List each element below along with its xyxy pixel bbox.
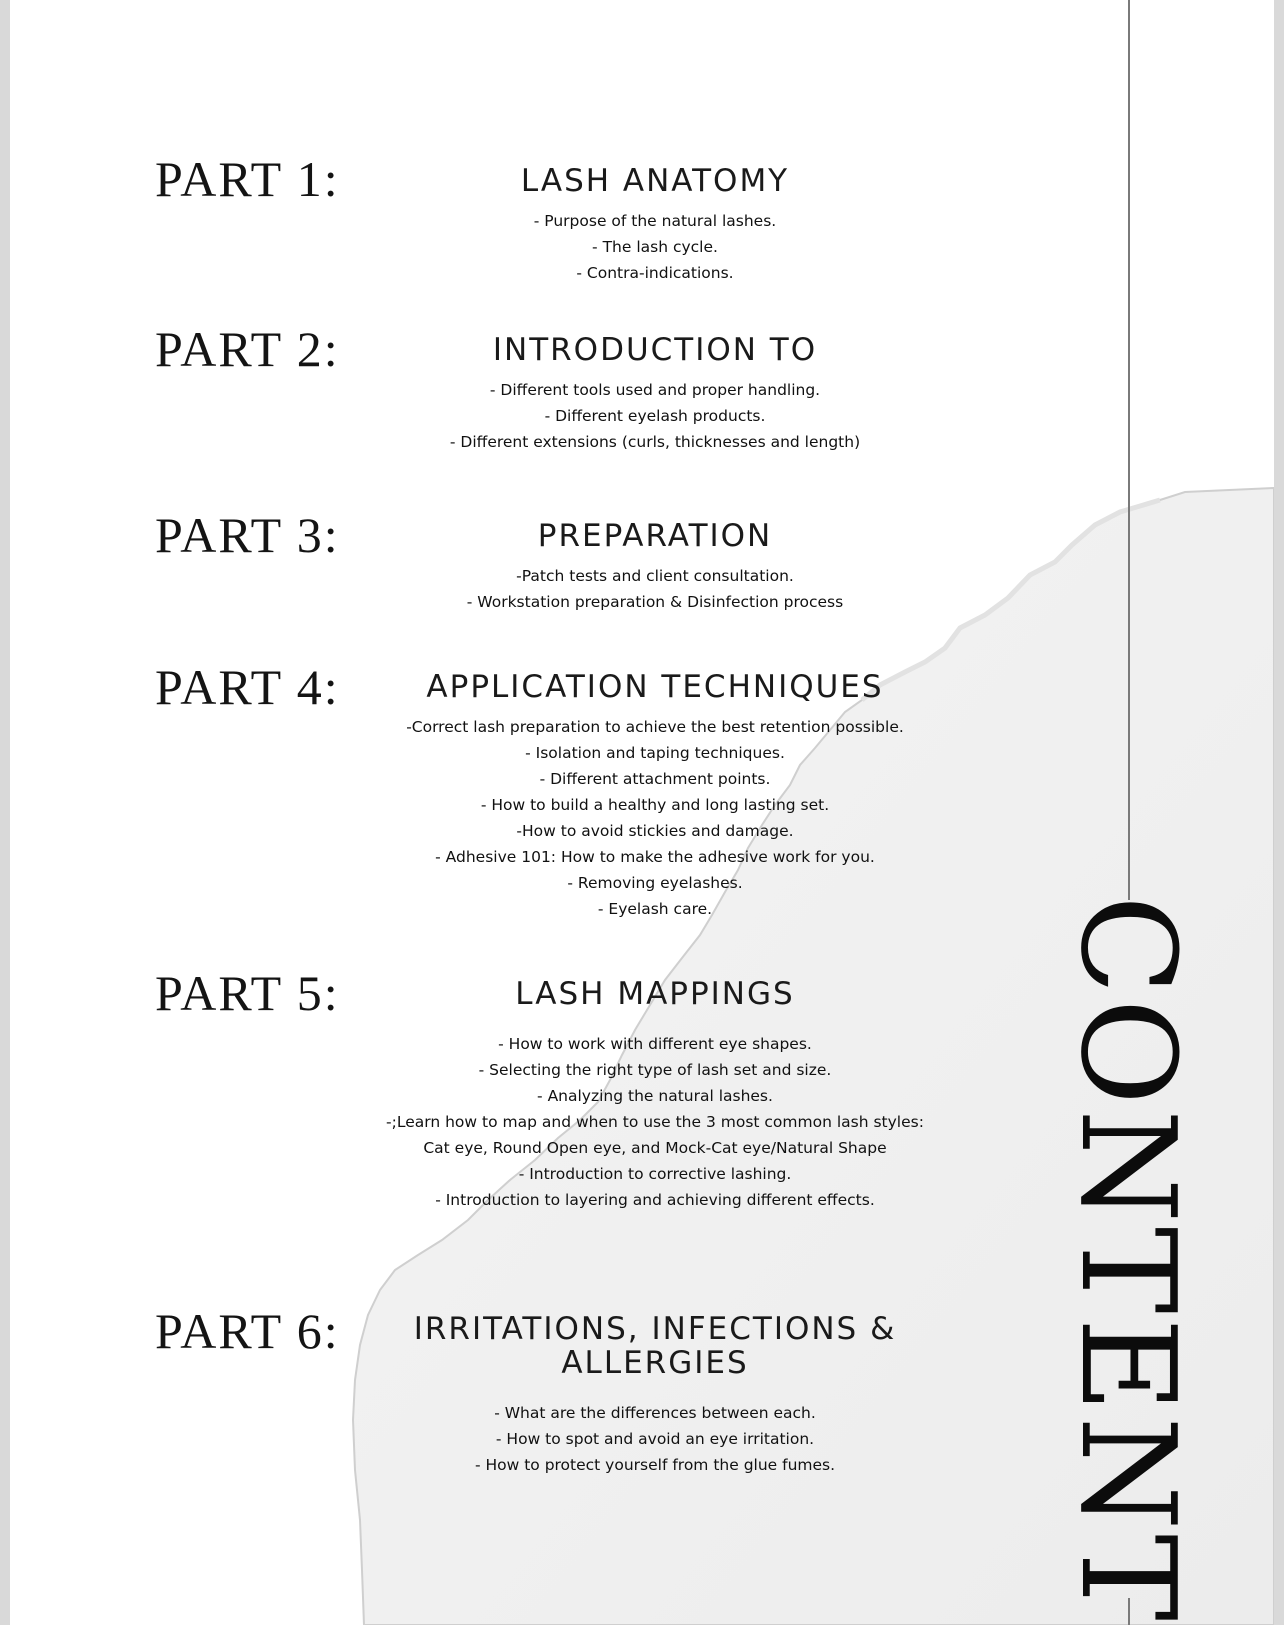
list-item: - How to spot and avoid an eye irritation. [495,1430,815,1448]
part-1-section [350,164,960,286]
part-4-title: APPLICATION TECHNIQUES [426,669,884,705]
part-6-title-line-2: ALLERGIES [561,1345,749,1381]
vertical-rule-top [1128,0,1130,900]
list-item: - How to protect yourself from the glue fumes. [474,1456,836,1474]
list-item: - Different eyelash products. [544,407,766,425]
part-2-section [350,333,960,455]
part-1-title: LASH ANATOMY [520,163,790,199]
list-item: - What are the differences between each. [494,1404,816,1422]
list-item: - Introduction to corrective lashing. [518,1165,792,1183]
list-item: - Selecting the right type of lash set and size. [478,1061,832,1079]
list-item: - Different tools used and proper handling. [489,381,821,399]
part-5-title: LASH MAPPINGS [515,976,795,1012]
part-5-items [350,1031,960,1213]
part-4-items [350,714,960,922]
list-item: - Contra-indications. [576,264,734,282]
list-item: -Patch tests and client consultation. [516,567,794,585]
part-1-label: PART 1: [155,151,340,207]
part-1-items [350,208,960,286]
part-4-label: PART 4: [155,659,340,715]
part-3-title: PREPARATION [537,518,773,554]
part-3-items [350,563,960,615]
list-item: -;Learn how to map and when to use the 3 most common lash styles: [386,1113,924,1131]
list-item: -How to avoid stickies and damage. [516,822,794,840]
list-item: - Workstation preparation & Disinfection process [466,593,844,611]
list-item: - Removing eyelashes. [567,874,743,892]
part-2-title: INTRODUCTION TO [492,332,818,368]
list-item: - Purpose of the natural lashes. [533,212,777,230]
list-item: Cat eye, Round Open eye, and Mock-Cat eye/Natural Shape [423,1139,887,1157]
list-item: - Isolation and taping techniques. [525,744,785,762]
side-title-content: CONTENT [1052,895,1204,1625]
list-item: - Different extensions (curls, thicknesses and length) [449,433,861,451]
part-3-label: PART 3: [155,507,340,563]
part-6-items [350,1400,960,1478]
part-5-section [350,977,960,1213]
list-item: - How to build a healthy and long lasting set. [480,796,830,814]
list-item: - Analyzing the natural lashes. [537,1087,773,1105]
part-4-section [350,670,960,922]
part-6-title-line-1: IRRITATIONS, INFECTIONS & [413,1311,897,1347]
part-6-label: PART 6: [155,1303,340,1359]
part-2-items [350,377,960,455]
document-page [10,0,1274,1625]
part-3-section [350,519,960,615]
part-5-label: PART 5: [155,965,340,1021]
list-item: - The lash cycle. [592,238,718,256]
part-2-label: PART 2: [155,321,340,377]
list-item: - Different attachment points. [539,770,771,788]
list-item: - Eyelash care. [597,900,713,918]
list-item: - Introduction to layering and achieving different effects. [435,1191,875,1209]
list-item: - Adhesive 101: How to make the adhesive work for you. [435,848,875,866]
list-item: - How to work with different eye shapes. [498,1035,812,1053]
part-6-section [350,1312,960,1478]
list-item: -Correct lash preparation to achieve the best retention possible. [406,718,904,736]
